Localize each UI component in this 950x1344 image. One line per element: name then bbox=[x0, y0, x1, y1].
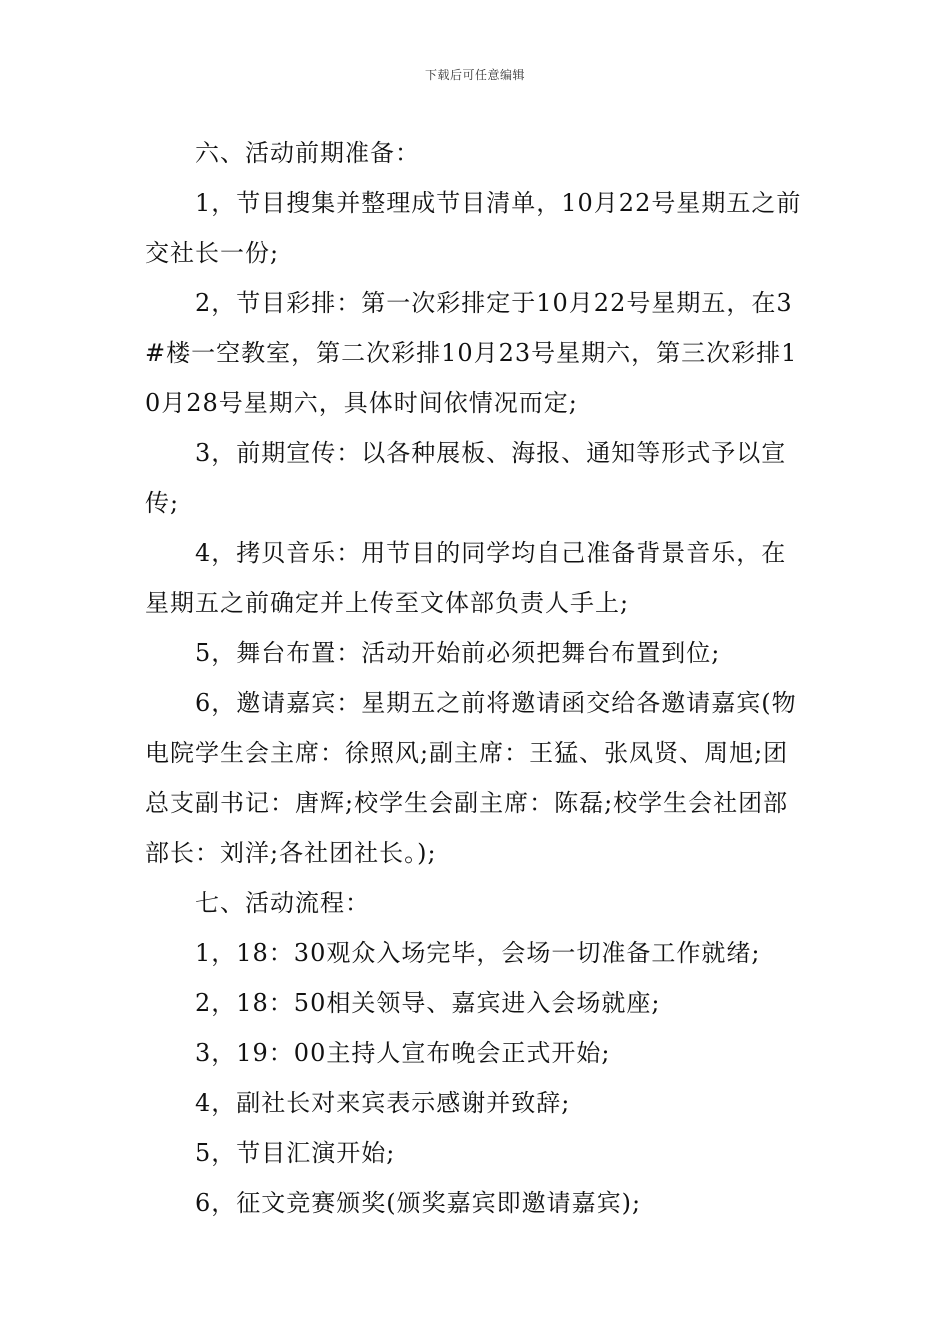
paragraph-item: 4，拷贝音乐：用节目的同学均自己准备背景音乐，在星期五之前确定并上传至文体部负责人手上; bbox=[145, 539, 787, 617]
paragraph-item: 2，节目彩排：第一次彩排定于10月22号星期五，在3#楼一空教室，第二次彩排10月23号星期六，第三次彩排10月28号星期六，具体时间依情况而定; bbox=[145, 289, 798, 417]
header-note: 下载后可任意编辑 bbox=[424, 68, 525, 82]
document-body bbox=[145, 128, 807, 1228]
paragraph-item: 5，节目汇演开始; bbox=[195, 1139, 396, 1167]
paragraph-item: 3，19：00主持人宣布晚会正式开始; bbox=[195, 1039, 611, 1067]
section-heading-preparation: 六、活动前期准备： bbox=[195, 139, 420, 167]
paragraph-item: 1，节目搜集并整理成节目清单，10月22号星期五之前交社长一份; bbox=[145, 189, 802, 267]
paragraph-item: 4，副社长对来宾表示感谢并致辞; bbox=[195, 1089, 571, 1117]
paragraph-item: 3，前期宣传：以各种展板、海报、通知等形式予以宣传; bbox=[145, 439, 787, 517]
paragraph-item: 2，18：50相关领导、嘉宾进入会场就座; bbox=[195, 989, 661, 1017]
paragraph-item: 6，征文竞赛颁奖(颁奖嘉宾即邀请嘉宾); bbox=[195, 1189, 642, 1217]
paragraph-item: 1，18：30观众入场完毕，会场一切准备工作就绪; bbox=[195, 939, 761, 967]
paragraph-item: 5，舞台布置：活动开始前必须把舞台布置到位; bbox=[195, 639, 721, 667]
paragraph-item: 6，邀请嘉宾：星期五之前将邀请函交给各邀请嘉宾(物电院学生会主席：徐照风;副主席：王猛、张凤贤、周旭;团总支副书记：唐辉;校学生会副主席：陈磊;校学生会社团部部长：刘洋;各社团社长。); bbox=[145, 689, 797, 867]
section-heading-process: 七、活动流程： bbox=[195, 889, 370, 917]
